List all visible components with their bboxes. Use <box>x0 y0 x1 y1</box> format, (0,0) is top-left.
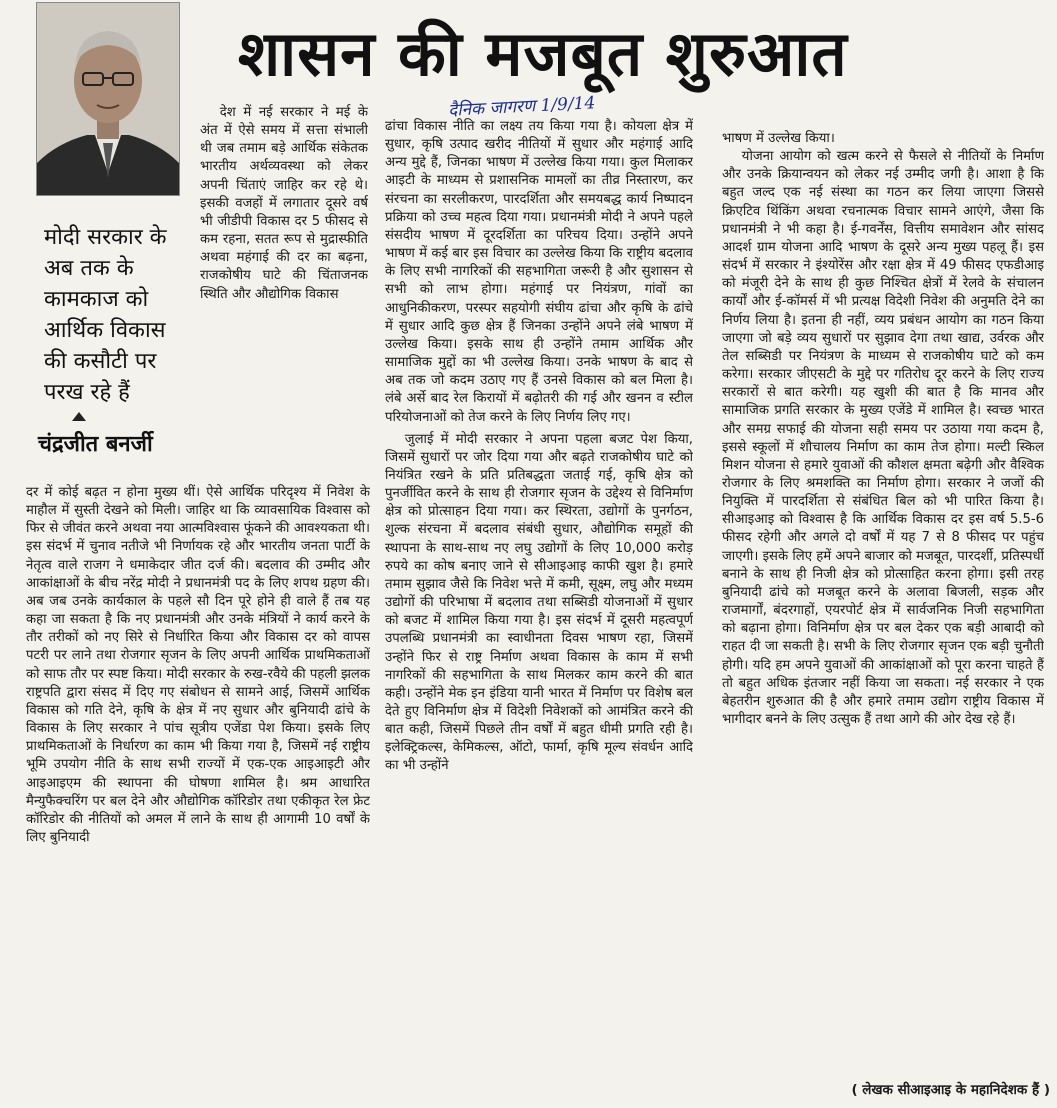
article-column-3 <box>722 130 1044 1080</box>
pull-quote: मोदी सरकार के अब तक के कामकाज को आर्थिक विकास की कसौटी पर परख रहे हैं <box>44 225 167 405</box>
headline: शासन की मजबूत शुरुआत <box>238 17 848 90</box>
author-photo <box>36 2 180 196</box>
paragraph: योजना आयोग को खत्म करने से फैसले से नीतियों के निर्माण और उनके क्रियान्वयन को लेकर नई उम्मीद जगी है। आशा है कि बहुत जल्द एक नई संस्था का गठन कर लिया जाएगा जिससे क्रिएटिव थिंकिंग अथवा रचनात्मक विचार सामने आएंगे, जैसा कि प्रधानमंत्री ने भी कहा है। ई-गवर्नेंस, वित्तीय समावेशन और सांसद आदर्श ग्राम योजना आदि भाषण के दूसरे अन्य मुख्य पहलू हैं। इस संदर्भ में सरकार ने इंश्योरेंस और रक्षा क्षेत्र में 49 फीसद एफडीआइ को मंजूरी देने के साथ ही कुछ निश्चित क्षेत्रों में रेलवे के संचालन कार्यों और ई-कॉमर्स में भी प्रत्यक्ष विदेशी निवेश की अनुमति देने का निर्णय लिया है। इतना ही नहीं, व्यय प्रबंधन आयोग का गठन किया जाएगा जो बड़े व्यय सुधारों पर सुझाव देगा तथा खाद्य, उर्वरक और तेल सब्सिडी पर नियंत्रण के माध्यम से राजकोषीय घाटे को कम करेगा। सरकार जीएसटी के मुद्दे पर गतिरोध दूर करने के लिए राज्य सरकारों से बात करेगी। यह खुशी की बात है कि मानव और सामाजिक प्रगति सरकार के मुख्य एजेंडे में शामिल है। स्वच्छ भारत और समग्र सफाई की योजना सही समय पर उठाया गया कदम है, इससे स्कूलों में शौचालय निर्माण का काम तेज होगा। मल्टी स्किल मिशन योजना से हमारे युवाओं की कौशल क्षमता बढ़ेगी और वैश्विक रोजगार के लिए श्रमशक्ति का निर्माण होगा। सरकार ने जजों की नियुक्ति में पारदर्शिता से संबंधित बिल को भी पारित किया है। सीआइआइ को विश्वास है कि आर्थिक विकास दर इस वर्ष 5.5-6 फीसद रहेगी और अगले दो वर्षों में यह 7 से 8 फीसद पर पहुंच जाएगी। इसके लिए हमें अपने बाजार को मजबूत, पारदर्शी, प्रतिस्पर्धी बनाने के साथ ही निजी क्षेत्र को प्रोत्साहित करना होगा। इसी तरह बुनियादी ढांचे को मजबूत करने के अलावा बिजली, सड़क और राजमार्गों, बंदरगाहों, एयरपोर्ट क्षेत्र में सार्वजनिक निजी सहभागिता को बढ़ाना होगा। विनिर्माण क्षेत्र पर बल देकर एक बड़ी आबादी को राहत दी जा सकती है। सभी के लिए रोजगार सृजन एक बड़ी चुनौती होगी। यदि हम अपने युवाओं की आकांक्षाओं को पूरा करना चाहते हैं तो बहुत अधिक इंतजार नहीं किया जा सकता। नई सरकार ने एक बेहतरीन शुरुआत की है और हमारे तमाम उद्योग राष्ट्रीय विकास में भागीदार बनने के लिए उत्सुक हैं तथा आगे की ओर देख रहे हैं। <box>722 149 1044 727</box>
author-byline: चंद्रजीत बनर्जी <box>38 432 153 457</box>
article-column-1-bottom <box>26 484 370 1104</box>
paragraph: देश में नई सरकार ने मई के अंत में ऐसे समय में सत्ता संभाली थी जब तमाम बड़े आर्थिक संकेतक भारतीय अर्थव्यवस्था को लेकर अपनी चिंताएं जाहिर कर रहे थे। इसकी वजहों में लगातार दूसरे वर्ष भी जीडीपी विकास दर 5 फीसद से कम रहना, सतत रूप से मुद्रास्फीति अथवा महंगाई की दर का बढ़ना, राजकोषीय घाटे की चिंताजनक स्थिति और औद्योगिक विकास <box>200 105 368 302</box>
article-column-1-top <box>200 104 368 486</box>
paragraph: जुलाई में मोदी सरकार ने अपना पहला बजट पेश किया, जिसमें सुधारों पर जोर दिया गया और बढ़ते राजकोषीय घाटे को नियंत्रित रखने के प्रति प्रतिबद्धता जताई गई, कृषि क्षेत्र को पुनर्जीवित करने के साथ ही रोजगार सृजन के उद्देश्य से विनिर्माण क्षेत्र को प्रोत्साहन दिया गया। कर स्थिरता, उद्योगों के पुनर्गठन, शुल्क संरचना में बदलाव संबंधी सुधार, औद्योगिक समूहों की स्थापना के साथ-साथ नए लघु उद्योगों के लिए 10,000 करोड़ रुपये का कोष बनाए जाने से सीआइआइ काफी खुश है। हमारे तमाम सुझाव जैसे कि निवेश भत्ते में कमी, सूक्ष्म, लघु और मध्यम उद्योगों की परिभाषा में बदलाव तथा सब्सिडी योजनाओं में सुधार को बजट में शामिल किया गया है। इस संदर्भ में दूसरी महत्वपूर्ण उपलब्धि प्रधानमंत्री का स्वाधीनता दिवस भाषण रहा, जिसमें उन्होंने फिर से राष्ट्र निर्माण अथवा विकास के काम में सभी नागरिकों की सहभागिता के साथ मिलकर काम करने की बात कही। उन्होंने मेक इन इंडिया यानी भारत में निर्माण पर विशेष बल देते हुए विनिर्माण क्षेत्र में विदेशी निवेशकों को आमंत्रित करने की बात कही, जिसमें पिछले तीन वर्षों में बहुत धीमी प्रगति रही है। इलेक्ट्रिकल्स, केमिकल्स, ऑटो, फार्मा, कृषि मूल्य संवर्धन आदि का भी उन्होंने <box>385 431 693 774</box>
handwritten-date-note: दैनिक जागरण 1/9/14 <box>447 93 596 121</box>
triangle-marker-icon <box>72 412 86 421</box>
article-column-2 <box>385 118 693 1108</box>
paragraph: दर में कोई बढ़त न होना मुख्य थीं। ऐसे आर्थिक परिदृश्य में निवेश के माहौल में सुस्ती देखने को मिली। जाहिर था कि व्यावसायिक विश्वास को फिर से जीवंत करने अथवा नया आत्मविश्वास फूंकने की आवश्यकता थी। इस संदर्भ में चुनाव नतीजे भी निर्णायक रहे और भारतीय जनता पार्टी के नेतृत्व वाले राजग ने धमाकेदार जीत दर्ज की। बदलाव की उम्मीद और आकांक्षाओं के बीच नरेंद्र मोदी ने प्रधानमंत्री पद के लिए शपथ ग्रहण की। अब जब उनके कार्यकाल के पहले सौ दिन पूरे होने ही वाले हैं तब यह कहा जा सकता है कि नए प्रधानमंत्री और उनके मंत्रियों ने कार्य करने के तौर तरीकों को नए सिरे से निर्धारित किया और विकास दर को वापस पटरी पर लाने तथा रोजगार सृजन के लिए अपनी आर्थिक प्राथमिकताओं को साफ तौर पर स्पष्ट किया। मोदी सरकार के रुख-रवैये की पहली झलक राष्ट्रपति द्वारा संसद में दिए गए संबोधन से सामने आई, जिसमें आर्थिक विकास को गति देने, कृषि के क्षेत्र में नए सुधार और बुनियादी ढांचे के विकास के लिए सरकार ने पांच सूत्रीय एजेंडा पेश किया। इसके लिए प्राथमिकताओं के निर्धारण का काम भी किया गया है, जिसमें नई राष्ट्रीय भूमि उपयोग नीति के साथ सभी राज्यों में एक-एक आइआइटी और आइआइएम की स्थापना की घोषणा शामिल है। श्रम आधारित मैन्युफैक्चरिंग पर बल देने और औद्योगिक कॉरिडोर तथा एकीकृत रेल फ्रेट कॉरिडोर की नीतियों को अमल में लाने के साथ ही आगामी 10 वर्षों के लिए बुनियादी <box>26 485 370 845</box>
author-footnote: ( लेखक सीआइआइ के महानिदेशक हैं ) <box>851 1082 1050 1098</box>
paragraph: ढांचा विकास नीति का लक्ष्य तय किया गया है। कोयला क्षेत्र में सुधार, कृषि उत्पाद खरीद नीतियों में सुधार और महंगाई आदि अन्य मुद्दे हैं, जिनका भाषण में उल्लेख किया गया। कुल मिलाकर आइटी के माध्यम से प्रशासनिक मामलों का तीव्र निस्तारण, कर संरचना का सरलीकरण, पारदर्शिता और समयबद्ध कार्य निष्पादन प्रक्रिया को उच्च महत्व दिया गया। प्रधानमंत्री मोदी ने अपने पहले संसदीय भाषण में दूरदर्शिता का परिचय दिया। उन्होंने अपने भाषण में कई बार इस विचार का उल्लेख किया कि राष्ट्रीय बदलाव के लिए सभी नागरिकों की सहभागिता जरूरी है और सुशासन से सभी को लाभ होगा। महंगाई पर नियंत्रण, गांवों का आधुनिकीकरण, परस्पर सहयोगी संघीय ढांचा और कृषि के ढांचे में सुधार आदि कुछ क्षेत्र हैं जिनका उन्होंने अपने लंबे भाषण में उल्लेख किया। इसके साथ ही उन्होंने तमाम आर्थिक और सामाजिक मुद्दों का भी उल्लेख किया। उनके भाषण के बाद से अब तक जो कदम उठाए गए हैं उनसे विकास को बल मिला है। लंबे अर्से बाद रेल किरायों में बढ़ोतरी की गई और खनन व स्टील परियोजनाओं को तेज करने के लिए निर्णय लिए गए। <box>385 119 693 425</box>
author-portrait-icon <box>37 3 179 195</box>
paragraph: भाषण में उल्लेख किया। <box>722 131 835 146</box>
